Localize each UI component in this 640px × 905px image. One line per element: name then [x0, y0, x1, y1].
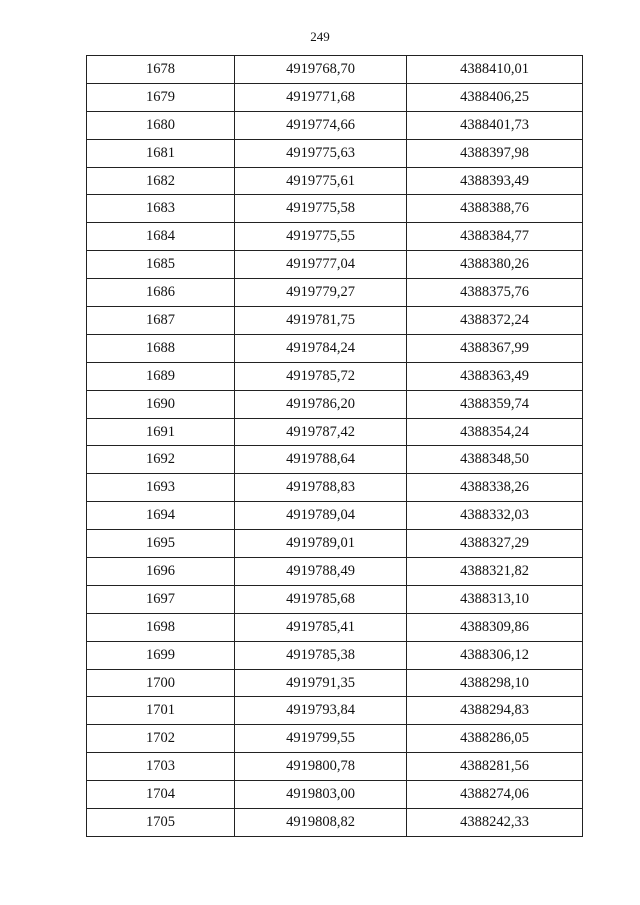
- x-coordinate-cell: 4919784,24: [235, 334, 407, 362]
- point-number-cell: 1685: [87, 251, 235, 279]
- coordinates-table-body: [87, 56, 583, 837]
- point-number-cell: 1702: [87, 725, 235, 753]
- table-row: [87, 251, 583, 279]
- y-coordinate-cell: 4388294,83: [407, 697, 583, 725]
- point-number-cell: 1704: [87, 781, 235, 809]
- table-row: [87, 390, 583, 418]
- point-number-cell: 1705: [87, 809, 235, 837]
- point-number-cell: 1698: [87, 613, 235, 641]
- point-number-cell: 1691: [87, 418, 235, 446]
- point-number-cell: 1686: [87, 279, 235, 307]
- point-number-cell: 1682: [87, 167, 235, 195]
- point-number-cell: 1681: [87, 139, 235, 167]
- y-coordinate-cell: 4388313,10: [407, 585, 583, 613]
- point-number-cell: 1693: [87, 474, 235, 502]
- table-row: [87, 334, 583, 362]
- point-number-cell: 1679: [87, 83, 235, 111]
- x-coordinate-cell: 4919777,04: [235, 251, 407, 279]
- y-coordinate-cell: 4388372,24: [407, 307, 583, 335]
- table-row: [87, 418, 583, 446]
- y-coordinate-cell: 4388401,73: [407, 111, 583, 139]
- table-row: [87, 307, 583, 335]
- table-row: [87, 585, 583, 613]
- y-coordinate-cell: 4388286,05: [407, 725, 583, 753]
- y-coordinate-cell: 4388332,03: [407, 502, 583, 530]
- table-row: [87, 613, 583, 641]
- table-row: [87, 641, 583, 669]
- y-coordinate-cell: 4388397,98: [407, 139, 583, 167]
- x-coordinate-cell: 4919775,55: [235, 223, 407, 251]
- table-row: [87, 139, 583, 167]
- point-number-cell: 1687: [87, 307, 235, 335]
- table-row: [87, 195, 583, 223]
- point-number-cell: 1689: [87, 362, 235, 390]
- x-coordinate-cell: 4919786,20: [235, 390, 407, 418]
- x-coordinate-cell: 4919789,01: [235, 530, 407, 558]
- x-coordinate-cell: 4919787,42: [235, 418, 407, 446]
- table-row: [87, 502, 583, 530]
- point-number-cell: 1699: [87, 641, 235, 669]
- y-coordinate-cell: 4388354,24: [407, 418, 583, 446]
- x-coordinate-cell: 4919789,04: [235, 502, 407, 530]
- table-row: [87, 83, 583, 111]
- y-coordinate-cell: 4388384,77: [407, 223, 583, 251]
- point-number-cell: 1684: [87, 223, 235, 251]
- table-row: [87, 809, 583, 837]
- y-coordinate-cell: 4388367,99: [407, 334, 583, 362]
- x-coordinate-cell: 4919808,82: [235, 809, 407, 837]
- x-coordinate-cell: 4919781,75: [235, 307, 407, 335]
- x-coordinate-cell: 4919793,84: [235, 697, 407, 725]
- x-coordinate-cell: 4919803,00: [235, 781, 407, 809]
- point-number-cell: 1703: [87, 753, 235, 781]
- table-row: [87, 753, 583, 781]
- x-coordinate-cell: 4919785,72: [235, 362, 407, 390]
- table-row: [87, 362, 583, 390]
- coordinates-table: [86, 55, 583, 837]
- point-number-cell: 1700: [87, 669, 235, 697]
- x-coordinate-cell: 4919799,55: [235, 725, 407, 753]
- y-coordinate-cell: 4388393,49: [407, 167, 583, 195]
- x-coordinate-cell: 4919788,83: [235, 474, 407, 502]
- y-coordinate-cell: 4388274,06: [407, 781, 583, 809]
- y-coordinate-cell: 4388375,76: [407, 279, 583, 307]
- table-row: [87, 725, 583, 753]
- table-row: [87, 446, 583, 474]
- x-coordinate-cell: 4919775,61: [235, 167, 407, 195]
- point-number-cell: 1692: [87, 446, 235, 474]
- table-row: [87, 697, 583, 725]
- x-coordinate-cell: 4919800,78: [235, 753, 407, 781]
- y-coordinate-cell: 4388359,74: [407, 390, 583, 418]
- table-row: [87, 530, 583, 558]
- y-coordinate-cell: 4388281,56: [407, 753, 583, 781]
- table-row: [87, 279, 583, 307]
- y-coordinate-cell: 4388410,01: [407, 56, 583, 84]
- page-number: 249: [310, 29, 330, 44]
- table-row: [87, 223, 583, 251]
- point-number-cell: 1697: [87, 585, 235, 613]
- x-coordinate-cell: 4919779,27: [235, 279, 407, 307]
- table-row: [87, 56, 583, 84]
- y-coordinate-cell: 4388406,25: [407, 83, 583, 111]
- table-row: [87, 669, 583, 697]
- point-number-cell: 1695: [87, 530, 235, 558]
- table-row: [87, 474, 583, 502]
- y-coordinate-cell: 4388363,49: [407, 362, 583, 390]
- table-row: [87, 558, 583, 586]
- table-row: [87, 111, 583, 139]
- y-coordinate-cell: 4388309,86: [407, 613, 583, 641]
- y-coordinate-cell: 4388380,26: [407, 251, 583, 279]
- point-number-cell: 1690: [87, 390, 235, 418]
- y-coordinate-cell: 4388306,12: [407, 641, 583, 669]
- x-coordinate-cell: 4919775,63: [235, 139, 407, 167]
- table-row: [87, 781, 583, 809]
- y-coordinate-cell: 4388321,82: [407, 558, 583, 586]
- x-coordinate-cell: 4919785,41: [235, 613, 407, 641]
- point-number-cell: 1701: [87, 697, 235, 725]
- x-coordinate-cell: 4919788,49: [235, 558, 407, 586]
- y-coordinate-cell: 4388327,29: [407, 530, 583, 558]
- point-number-cell: 1683: [87, 195, 235, 223]
- y-coordinate-cell: 4388242,33: [407, 809, 583, 837]
- x-coordinate-cell: 4919768,70: [235, 56, 407, 84]
- point-number-cell: 1678: [87, 56, 235, 84]
- point-number-cell: 1680: [87, 111, 235, 139]
- point-number-cell: 1696: [87, 558, 235, 586]
- x-coordinate-cell: 4919775,58: [235, 195, 407, 223]
- x-coordinate-cell: 4919788,64: [235, 446, 407, 474]
- x-coordinate-cell: 4919791,35: [235, 669, 407, 697]
- table-row: [87, 167, 583, 195]
- x-coordinate-cell: 4919785,68: [235, 585, 407, 613]
- y-coordinate-cell: 4388338,26: [407, 474, 583, 502]
- y-coordinate-cell: 4388298,10: [407, 669, 583, 697]
- x-coordinate-cell: 4919771,68: [235, 83, 407, 111]
- x-coordinate-cell: 4919774,66: [235, 111, 407, 139]
- y-coordinate-cell: 4388348,50: [407, 446, 583, 474]
- point-number-cell: 1688: [87, 334, 235, 362]
- point-number-cell: 1694: [87, 502, 235, 530]
- x-coordinate-cell: 4919785,38: [235, 641, 407, 669]
- y-coordinate-cell: 4388388,76: [407, 195, 583, 223]
